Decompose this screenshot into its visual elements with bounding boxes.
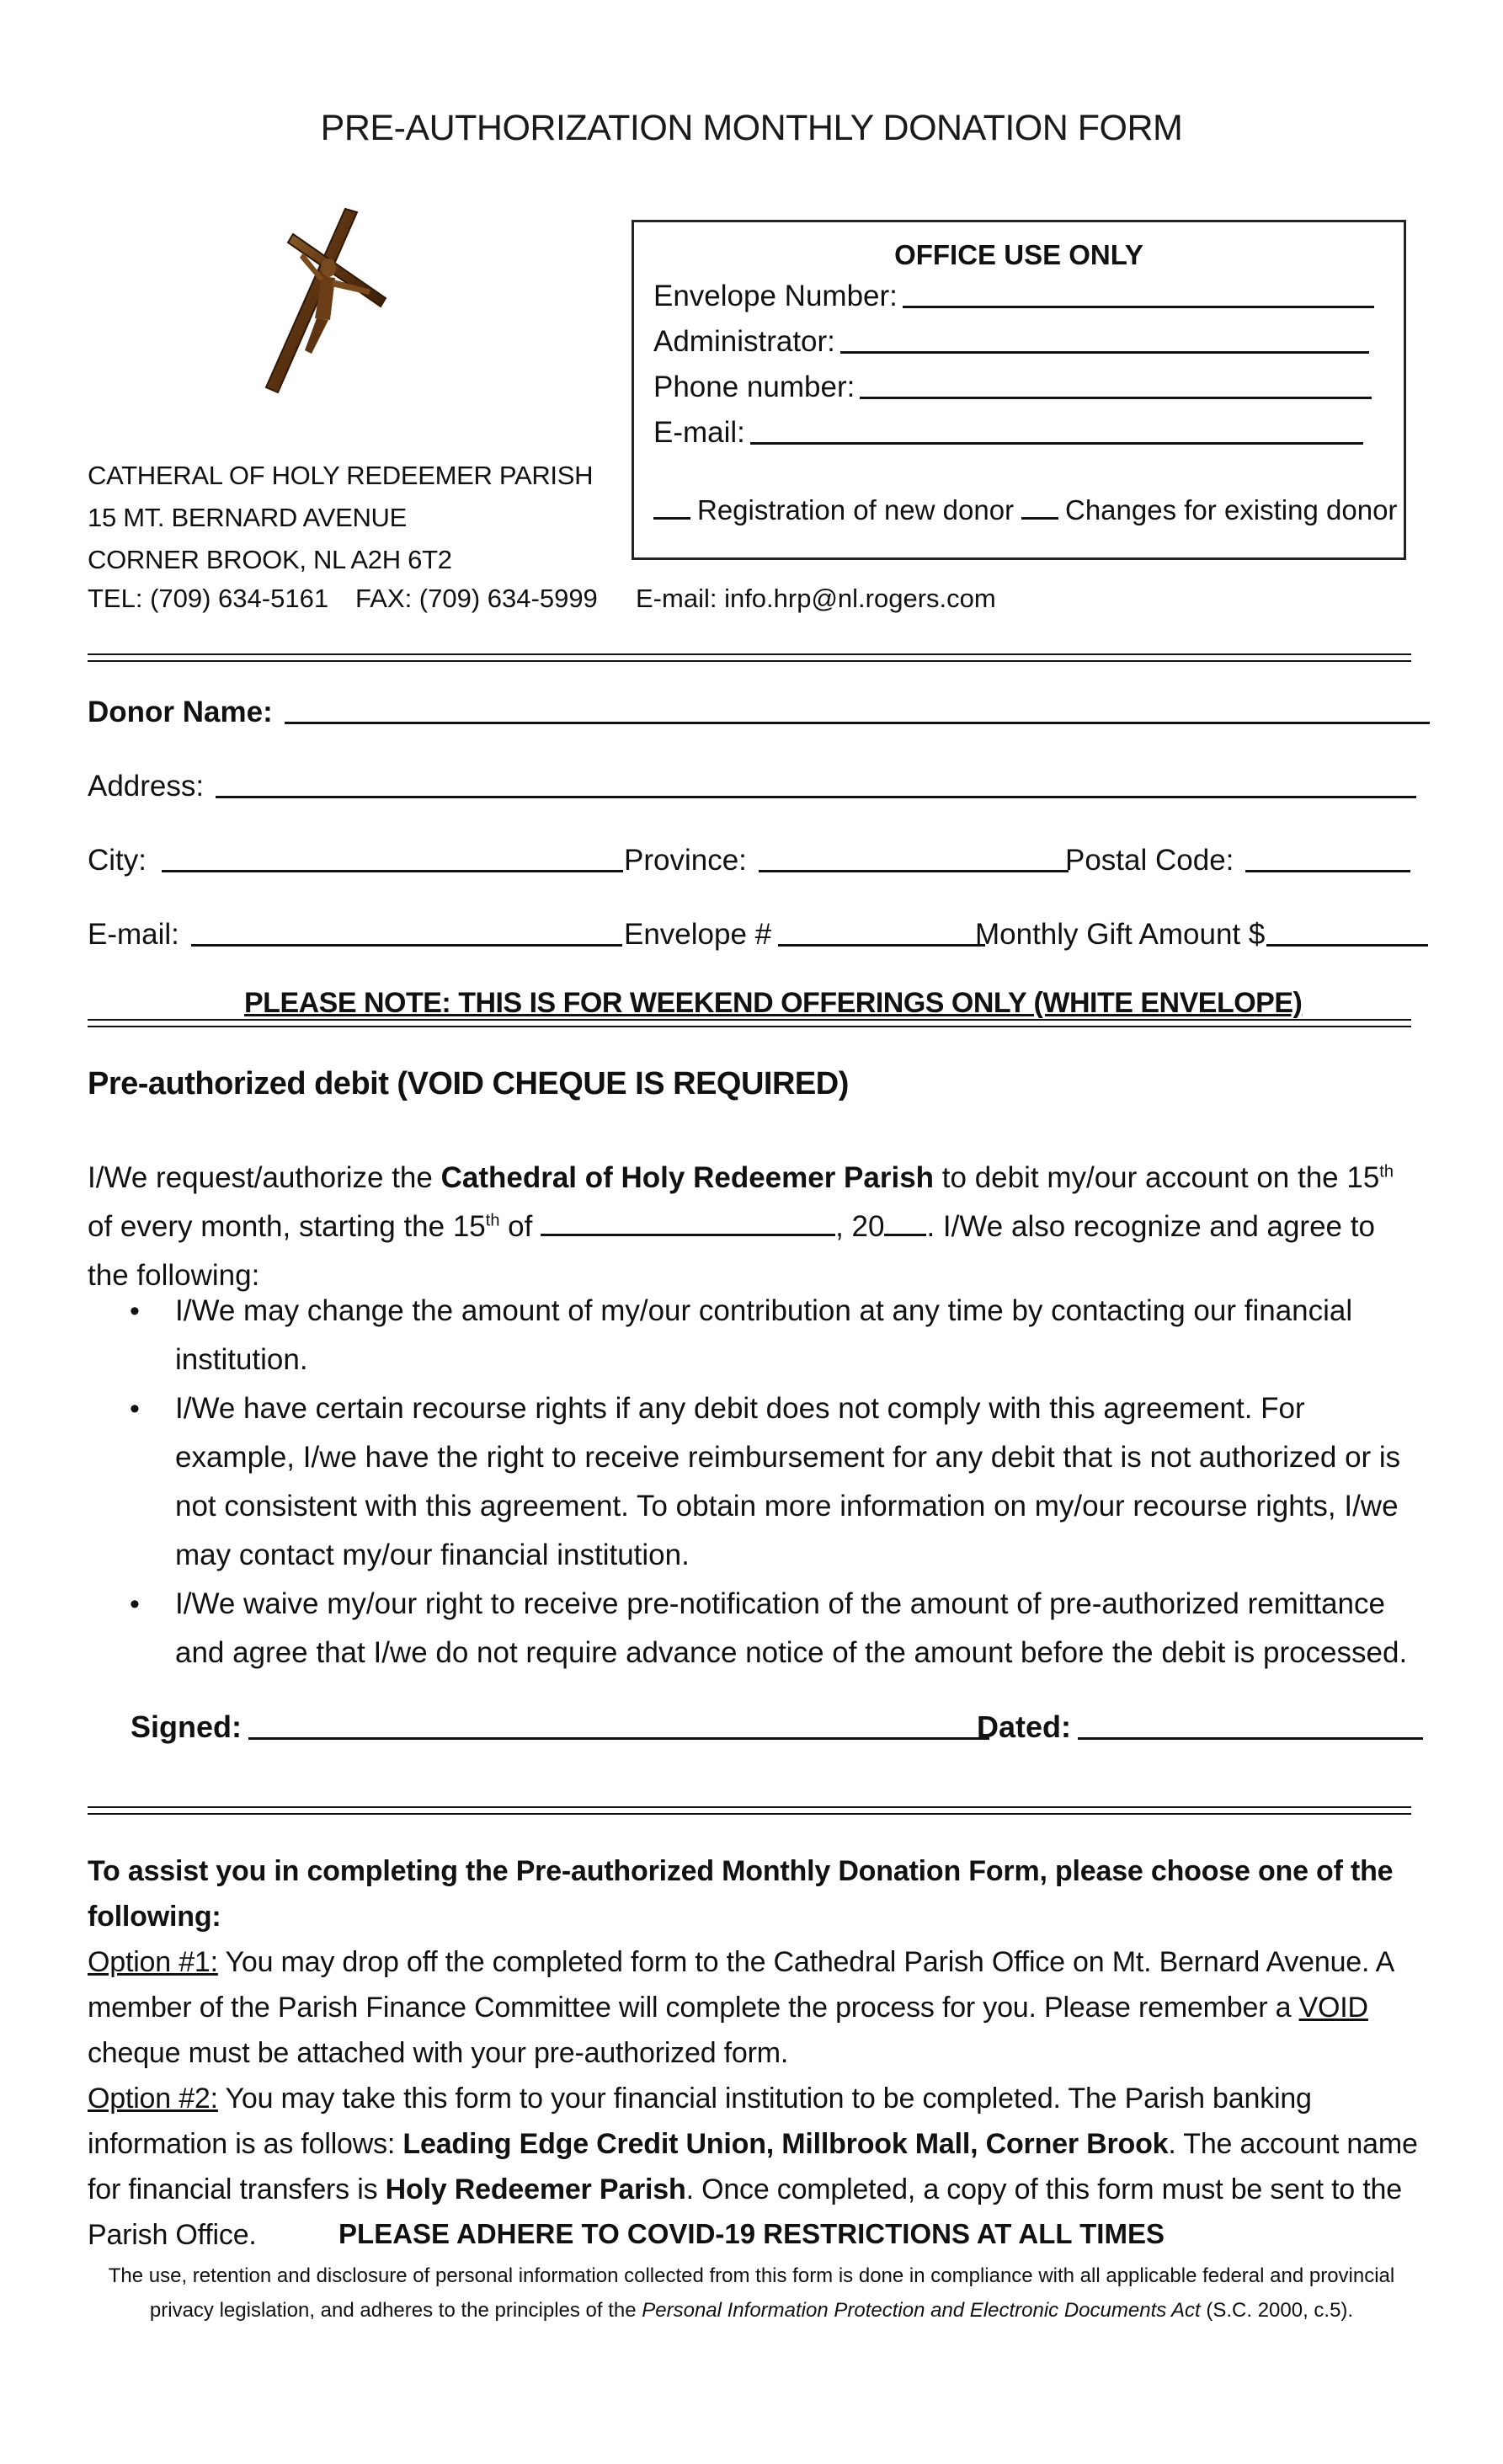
authorization-paragraph	[88, 1154, 1414, 1300]
signed-label: Signed:	[131, 1709, 242, 1744]
signed-line[interactable]	[248, 1737, 989, 1740]
new-donor-label: Registration of new donor	[697, 494, 1015, 525]
postal-code-line[interactable]	[1245, 870, 1410, 872]
office-phone-field[interactable]	[653, 371, 1372, 404]
account-name: Holy Redeemer Parish	[385, 2173, 686, 2205]
dated-line[interactable]	[1078, 1737, 1423, 1740]
signed-field[interactable]	[131, 1709, 989, 1745]
parish-tel: TEL: (709) 634-5161	[88, 584, 329, 613]
auth-sup-2: th	[485, 1211, 500, 1230]
office-use-box	[632, 220, 1406, 560]
parish-name: CATHERAL OF HOLY REDEEMER PARISH	[88, 461, 594, 490]
option-1-text: You may drop off the completed form to the Cathedral Parish Office on Mt. Bernard Avenue. A member of the Parish Finance Committee will complete the process for you. Please remember a	[88, 1946, 1394, 2024]
existing-donor-label: Changes for existing donor	[1065, 494, 1398, 525]
city-field[interactable]	[88, 844, 623, 877]
section-divider	[88, 653, 1411, 662]
new-donor-option[interactable]	[653, 494, 1014, 526]
crucifix-icon	[253, 202, 413, 404]
dated-field[interactable]	[977, 1709, 1423, 1745]
parish-street: 15 MT. BERNARD AVENUE	[88, 503, 408, 532]
privacy-citation: (S.C. 2000, c.5).	[1200, 2299, 1354, 2322]
donor-name-field[interactable]	[88, 696, 1430, 729]
address-label: Address:	[88, 770, 205, 803]
privacy-text: The use, retention and disclosure of personal information collected from this form is done in compliance with all applicable federal and provincial privacy legislation, and adheres to the principles of the	[108, 2264, 1395, 2322]
office-phone-label: Phone number:	[653, 371, 855, 403]
existing-donor-checkbox[interactable]	[1021, 517, 1058, 520]
preauth-heading: Pre-authorized debit (VOID CHEQUE IS REQUIRED)	[88, 1066, 849, 1101]
instructions	[88, 1848, 1418, 2258]
auth-text-1: I/We request/authorize the	[88, 1161, 441, 1194]
parish-address	[88, 455, 593, 581]
province-line[interactable]	[759, 870, 1069, 872]
agreement-bullet-2: • I/We have certain recourse rights if any debit does not comply with this agreement. For example, I/we have the right to receive reimbursement for any debit that is not authorized or is not consistent with this agreement. To obtain more information on my/our recourse rights, I/we may contact my/our financial institution.	[88, 1384, 1414, 1580]
donor-email-field[interactable]	[88, 918, 622, 952]
monthly-gift-field[interactable]	[975, 918, 1428, 952]
envelope-number-field[interactable]	[624, 918, 985, 952]
option-2-text-mid: . The account name for financial transfers is	[88, 2128, 1418, 2205]
signature-divider	[88, 1806, 1411, 1815]
agreement-list	[88, 1287, 1414, 1677]
option-1-paragraph	[88, 1939, 1418, 2076]
office-administrator-label: Administrator:	[653, 325, 835, 358]
new-donor-checkbox[interactable]	[653, 517, 690, 520]
donor-email-label: E-mail:	[88, 918, 179, 951]
province-label: Province:	[624, 844, 747, 877]
postal-code-field[interactable]	[1065, 844, 1410, 877]
office-phone-line[interactable]	[860, 397, 1372, 399]
weekend-offerings-note: PLEASE NOTE: THIS IS FOR WEEKEND OFFERINGS ONLY (WHITE ENVELOPE)	[244, 987, 1303, 1019]
address-line[interactable]	[216, 796, 1416, 798]
office-envelope-number-label: Envelope Number:	[653, 280, 898, 312]
postal-code-label: Postal Code:	[1065, 844, 1234, 877]
privacy-act-name: Personal Information Protection and Electronic Documents Act	[642, 2299, 1201, 2322]
void-word: VOID	[1298, 1992, 1368, 2024]
dated-label: Dated:	[977, 1709, 1072, 1744]
monthly-gift-label: Monthly Gift Amount $	[975, 918, 1266, 951]
monthly-gift-line[interactable]	[1266, 944, 1428, 947]
option-1-label: Option #1:	[88, 1946, 218, 1978]
city-label: City:	[88, 844, 147, 877]
envelope-number-line[interactable]	[778, 944, 985, 947]
auth-text-2: to debit my/our account on the 15	[934, 1161, 1380, 1194]
province-field[interactable]	[624, 844, 1069, 877]
envelope-number-label: Envelope #	[624, 918, 772, 951]
option-2-text-end: . Once completed, a copy of this form must be sent to the Parish Office.	[88, 2173, 1402, 2251]
donor-name-label: Donor Name:	[88, 696, 273, 728]
auth-text-5: , 20	[835, 1210, 885, 1243]
office-administrator-line[interactable]	[840, 351, 1369, 354]
auth-text-4: of	[499, 1210, 541, 1243]
office-envelope-number-line[interactable]	[903, 306, 1374, 308]
auth-parish-name: Cathedral of Holy Redeemer Parish	[440, 1161, 935, 1194]
instructions-heading: To assist you in completing the Pre-authorized Monthly Donation Form, please choose one of the following:	[88, 1855, 1394, 1933]
start-year-line[interactable]	[884, 1234, 926, 1236]
privacy-statement	[84, 2259, 1419, 2328]
auth-sup-1: th	[1379, 1162, 1394, 1181]
address-field[interactable]	[88, 770, 1416, 803]
bank-name: Leading Edge Credit Union, Millbrook Mall, Corner Brook	[402, 2128, 1169, 2160]
parish-email: E-mail: info.hrp@nl.rogers.com	[636, 584, 996, 613]
parish-fax: FAX: (709) 634-5999	[355, 584, 598, 613]
office-email-label: E-mail:	[653, 416, 745, 449]
agreement-bullet-1: • I/We may change the amount of my/our contribution at any time by contacting our financial institution.	[88, 1287, 1414, 1384]
office-administrator-field[interactable]	[653, 325, 1369, 359]
auth-text-3: of every month, starting the 15	[88, 1210, 486, 1243]
auth-text-6: . I/We also recognize and agree to the following:	[88, 1210, 1375, 1292]
donor-name-line[interactable]	[285, 722, 1430, 724]
note-divider	[88, 1019, 1411, 1027]
start-month-line[interactable]	[541, 1234, 835, 1236]
option-2-label: Option #2:	[88, 2083, 218, 2115]
covid-notice: PLEASE ADHERE TO COVID-19 RESTRICTIONS AT ALL TIMES	[338, 2218, 1165, 2249]
office-email-line[interactable]	[750, 442, 1363, 445]
parish-city: CORNER BROOK, NL A2H 6T2	[88, 545, 452, 574]
office-use-heading: OFFICE USE ONLY	[894, 239, 1143, 270]
existing-donor-option[interactable]	[1021, 494, 1397, 526]
form-title: PRE-AUTHORIZATION MONTHLY DONATION FORM	[320, 108, 1183, 148]
option-1-text-end: cheque must be attached with your pre-authorized form.	[88, 2037, 789, 2069]
option-2-text: You may take this form to your financial institution to be completed. The Parish banking information is as follows:	[88, 2083, 1312, 2160]
office-envelope-number-field[interactable]	[653, 280, 1374, 313]
city-line[interactable]	[162, 870, 623, 872]
agreement-bullet-3: • I/We waive my/our right to receive pre-notification of the amount of pre-authorized remittance and agree that I/we do not require advance notice of the amount before the debit is processed.	[88, 1580, 1414, 1677]
office-email-field[interactable]	[653, 416, 1363, 450]
donor-email-line[interactable]	[191, 944, 622, 947]
